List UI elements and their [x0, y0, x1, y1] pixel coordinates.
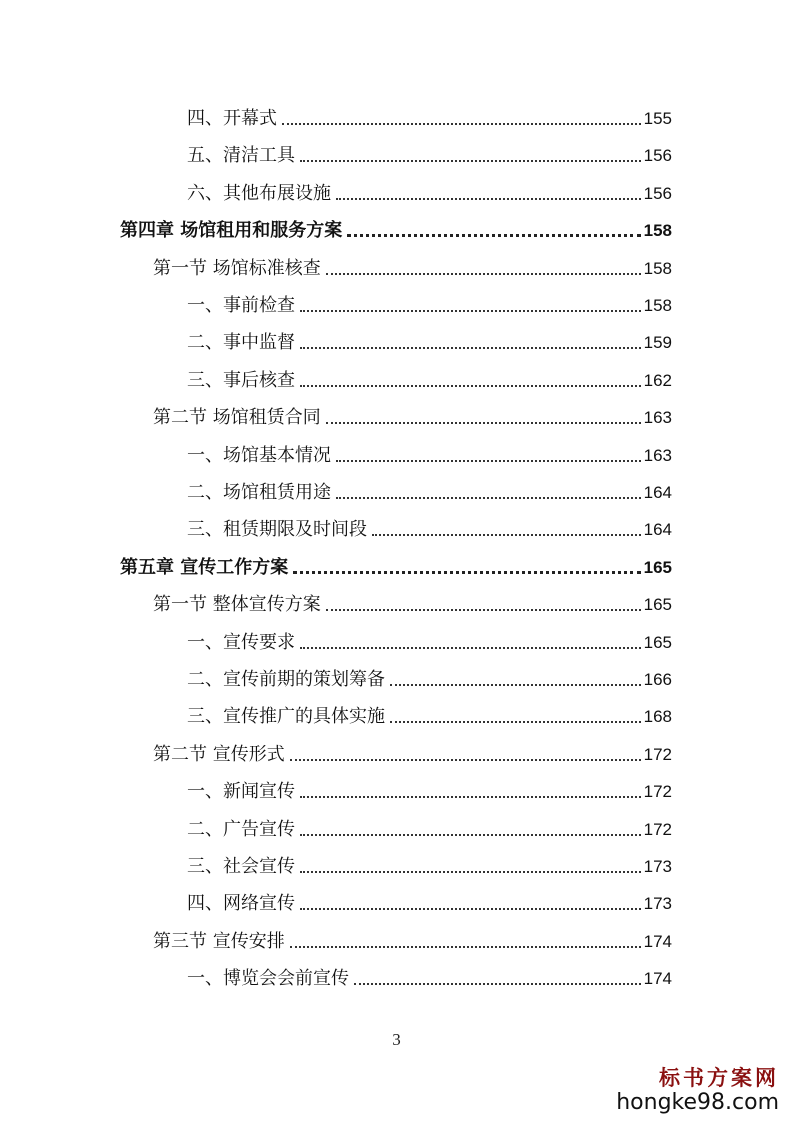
toc-entry-title: 第一节 整体宣传方案 — [153, 594, 321, 616]
toc-item-entry[interactable] — [187, 437, 672, 467]
toc-entry-title: 一、事前检查 — [187, 295, 295, 316]
toc-item-entry[interactable] — [187, 885, 672, 915]
toc-entry-page: 173 — [643, 894, 672, 914]
toc-entry-title: 第二节 场馆租赁合同 — [153, 407, 321, 429]
toc-chapter-entry[interactable] — [120, 549, 672, 579]
toc-section-entry[interactable] — [153, 399, 672, 429]
toc-entry-page: 172 — [643, 819, 672, 839]
toc-entry-page: 158 — [643, 258, 672, 278]
toc-item-entry[interactable] — [187, 848, 672, 878]
toc-dot-leader — [290, 946, 641, 948]
toc-entry-title: 四、开幕式 — [187, 108, 277, 129]
toc-entry-page: 166 — [643, 670, 672, 689]
toc-dot-leader — [300, 385, 641, 387]
toc-entry-page: 173 — [643, 857, 672, 876]
toc-entry-page: 165 — [643, 557, 672, 577]
toc-entry-title: 二、事中监督 — [187, 332, 295, 354]
toc-dot-leader — [300, 647, 641, 649]
toc-dot-leader — [372, 534, 641, 536]
toc-dot-leader — [390, 721, 641, 723]
toc-entry-page: 174 — [643, 969, 672, 989]
toc-dot-leader — [336, 198, 641, 200]
toc-item-entry[interactable] — [187, 698, 672, 728]
toc-item-entry[interactable] — [187, 100, 672, 130]
toc-entry-title: 一、宣传要求 — [187, 631, 295, 653]
toc-entry-title: 一、博览会会前宣传 — [187, 968, 349, 990]
toc-entry-title: 三、宣传推广的具体实施 — [187, 706, 385, 728]
toc-section-entry[interactable] — [153, 736, 672, 766]
toc-entry-title: 二、广告宣传 — [187, 818, 295, 840]
toc-entry-page: 156 — [643, 146, 672, 166]
toc-item-entry[interactable] — [187, 474, 672, 504]
toc-section-entry[interactable] — [153, 250, 672, 280]
toc-entry-title: 第二节 宣传形式 — [153, 743, 285, 765]
toc-dot-leader — [300, 871, 641, 873]
toc-entry-title: 第一节 场馆标准核查 — [153, 257, 321, 279]
toc-entry-page: 168 — [643, 707, 672, 727]
toc-item-entry[interactable] — [187, 811, 672, 841]
toc-dot-leader — [326, 609, 641, 611]
toc-item-entry[interactable] — [187, 511, 672, 541]
toc-dot-leader — [300, 310, 641, 312]
toc-entry-page: 163 — [643, 408, 672, 428]
toc-dot-leader — [282, 123, 641, 125]
toc-entry-page: 165 — [643, 632, 672, 652]
toc-dot-leader — [326, 422, 641, 424]
toc-entry-page: 162 — [643, 370, 672, 390]
toc-item-entry[interactable] — [187, 661, 672, 691]
toc-item-entry[interactable] — [187, 287, 672, 317]
watermark-name: 标书方案网 — [659, 1065, 779, 1090]
page-number: 3 — [392, 1030, 401, 1049]
toc-entry-title: 一、新闻宣传 — [187, 781, 295, 803]
toc-entry-title: 三、租赁期限及时间段 — [187, 519, 367, 541]
toc-item-entry[interactable] — [187, 137, 672, 167]
toc-item-entry[interactable] — [187, 624, 672, 654]
toc-entry-title: 二、场馆租赁用途 — [187, 482, 331, 503]
toc-dot-leader — [336, 460, 641, 462]
toc-dot-leader — [300, 796, 641, 798]
toc-entry-page: 165 — [643, 595, 672, 615]
toc-entry-page: 163 — [643, 445, 672, 465]
toc-entry-title: 五、清洁工具 — [187, 145, 295, 167]
toc-entry-page: 172 — [643, 782, 672, 802]
toc-entry-title: 三、社会宣传 — [187, 856, 295, 877]
toc-dot-leader — [347, 234, 640, 237]
toc-item-entry[interactable] — [187, 362, 672, 392]
toc-dot-leader — [390, 684, 641, 686]
watermark — [616, 1066, 779, 1116]
toc-dot-leader — [300, 834, 641, 836]
toc-entry-title: 二、宣传前期的策划筹备 — [187, 669, 385, 690]
toc-entry-page: 158 — [643, 221, 672, 241]
toc-entry-title: 第三节 宣传安排 — [153, 930, 285, 952]
toc-chapter-entry[interactable] — [120, 212, 672, 242]
toc-dot-leader — [300, 908, 641, 910]
toc-entry-title: 六、其他布展设施 — [187, 182, 331, 204]
toc-dot-leader — [326, 273, 641, 275]
toc-entry-page: 159 — [643, 333, 672, 353]
toc-entry-title: 第四章 场馆租用和服务方案 — [120, 220, 343, 242]
toc-entry-page: 174 — [643, 931, 672, 951]
toc-item-entry[interactable] — [187, 175, 672, 205]
toc-item-entry[interactable] — [187, 324, 672, 354]
toc-dot-leader — [300, 160, 641, 162]
toc-dot-leader — [293, 571, 640, 574]
toc-item-entry[interactable] — [187, 960, 672, 990]
toc-entry-title: 四、网络宣传 — [187, 893, 295, 915]
toc-dot-leader — [336, 497, 641, 499]
toc-entry-page: 156 — [643, 183, 672, 203]
toc-entry-page: 155 — [643, 109, 672, 128]
toc-entry-title: 一、场馆基本情况 — [187, 444, 331, 466]
toc-section-entry[interactable] — [153, 586, 672, 616]
watermark-url: hongke98.com — [616, 1090, 779, 1115]
toc-entry-page: 164 — [643, 483, 672, 502]
toc-entry-page: 158 — [643, 296, 672, 315]
toc-entry-title: 三、事后核查 — [187, 369, 295, 391]
toc-item-entry[interactable] — [187, 773, 672, 803]
toc-dot-leader — [354, 983, 641, 985]
toc-section-entry[interactable] — [153, 923, 672, 953]
toc-entry-page: 164 — [643, 520, 672, 540]
toc-dot-leader — [290, 759, 641, 761]
toc-dot-leader — [300, 347, 641, 349]
toc-entry-title: 第五章 宣传工作方案 — [120, 556, 289, 578]
toc-entry-page: 172 — [643, 744, 672, 764]
